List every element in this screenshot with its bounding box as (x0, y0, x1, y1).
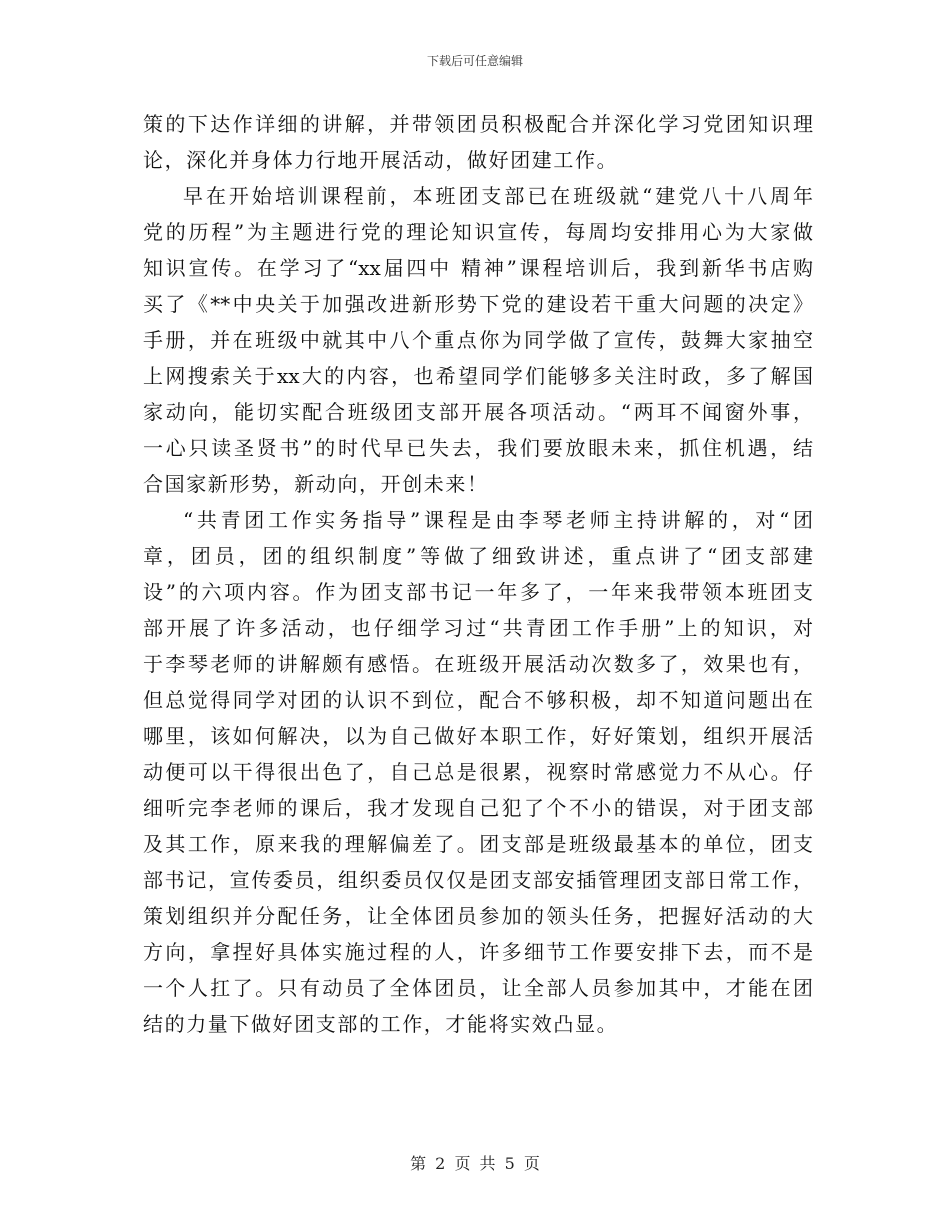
text-line: 哪里，该如何解决，以为自己做好本职工作，好好策划，组织开展活 (143, 724, 813, 748)
text-line: 上网搜索关于xx大的内容，也希望同学们能够多关注时政，多了解国 (143, 364, 813, 388)
text-line: 党的历程”为主题进行党的理论知识宣传，每周均安排用心为大家做 (143, 220, 813, 244)
text-line: 部书记，宣传委员，组织委员仅仅是团支部安插管理团支部日常工作， (143, 868, 813, 892)
text-line: 一个人扛了。只有动员了全体团员，让全部人员参加其中，才能在团 (143, 976, 813, 1000)
text-line: “共青团工作实务指导”课程是由李琴老师主持讲解的，对“团 (183, 508, 813, 532)
text-line: 一心只读圣贤书”的时代早已失去，我们要放眼未来，抓住机遇，结 (143, 436, 813, 460)
text-line: 方向，拿捏好具体实施过程的人，许多细节工作要安排下去，而不是 (143, 940, 813, 964)
page-number: 第 2 页 共 5 页 (410, 1154, 540, 1173)
text-line: 早在开始培训课程前，本班团支部已在班级就“建党八十八周年 (183, 184, 813, 208)
text-line: 家动向，能切实配合班级团支部开展各项活动。“两耳不闻窗外事， (143, 400, 813, 424)
text-line: 动便可以干得很出色了，自己总是很累，视察时常感觉力不从心。仔 (143, 760, 813, 784)
text-line: 策划组织并分配任务，让全体团员参加的领头任务，把握好活动的大 (143, 904, 813, 928)
text-line: 于李琴老师的讲解颇有感悟。在班级开展活动次数多了，效果也有， (143, 652, 813, 676)
text-line: 结的力量下做好团支部的工作，才能将实效凸显。 (143, 1012, 619, 1036)
text-line: 设”的六项内容。作为团支部书记一年多了，一年来我带领本班团支 (143, 580, 813, 604)
text-line: 知识宣传。在学习了“xx届四中 精神”课程培训后，我到新华书店购 (143, 256, 813, 280)
text-line: 章，团员，团的组织制度”等做了细致讲述，重点讲了“团支部建 (143, 544, 813, 568)
text-line: 买了《**中央关于加强改进新形势下党的建设若干重大问题的决定》 (143, 292, 813, 316)
page-header: 下载后可任意编辑 (426, 54, 523, 68)
text-line: 手册，并在班级中就其中八个重点你为同学做了宣传，鼓舞大家抽空 (143, 328, 813, 352)
document-body (143, 106, 813, 1042)
text-line: 策的下达作详细的讲解，并带领团员积极配合并深化学习党团知识理 (143, 112, 813, 136)
text-line: 合国家新形势，新动向，开创未来！ (143, 472, 489, 496)
text-line: 细听完李老师的课后，我才发现自己犯了个不小的错误，对于团支部 (143, 796, 813, 820)
text-line: 部开展了许多活动，也仔细学习过“共青团工作手册”上的知识，对 (143, 616, 813, 640)
text-line: 但总觉得同学对团的认识不到位，配合不够积极，却不知道问题出在 (143, 688, 813, 712)
text-line: 及其工作，原来我的理解偏差了。团支部是班级最基本的单位，团支 (143, 832, 813, 856)
text-line: 论，深化并身体力行地开展活动，做好团建工作。 (143, 148, 619, 172)
